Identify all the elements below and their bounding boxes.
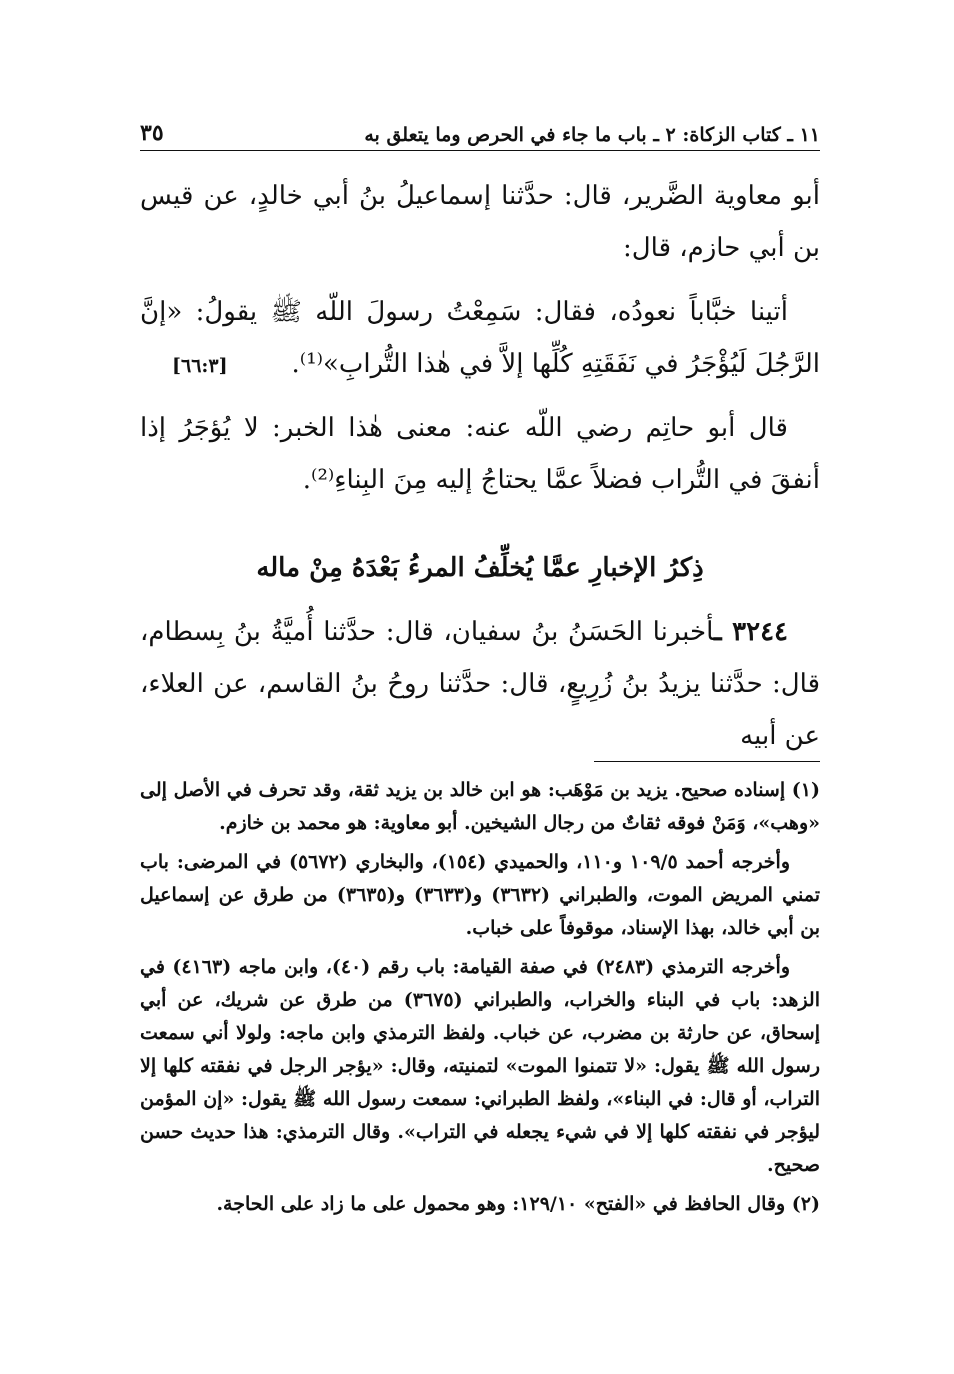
section-heading: ذِكرُ الإخبارِ عمَّا يُخلِّفُ المرءُ بَعْدَهُ مِنْ ماله	[256, 553, 704, 583]
page-number: ٣٥	[140, 120, 164, 146]
running-title: ١١ ـ كتاب الزكاة: ٢ ـ باب ما جاء في الحرص وما يتعلق به	[364, 124, 820, 146]
footnote-1-part-a: (١) إسناده صحيح. يزيد بن مَوْهَب: هو ابن خالد بن يزيد ثقة، وقد تحرف في الأصل إلى «وهب»، وَمَنْ فوقه ثقاتٌ من رجال الشيخين. أبو معاوية: هو محمد بن خازم.	[140, 779, 820, 834]
hadith-isnad-text: أخبرنا الحَسَنُ بنُ سفيان، قال: حدَّثنا أُميَّةُ بنُ بِسطام، قال: حدَّثنا يزيدُ بنُ زُرِيعٍ، قال: حدَّثنا روحُ بنُ القاسم، عن العلاء، عن أبيه	[140, 617, 820, 751]
footnote-1-part-b: وأخرجه أحمد ١٠٩/٥ و١١٠، والحميدي (١٥٤)، والبخاري (٥٦٧٢) في المرضى: باب تمني المريض الموت، والطبراني (٣٦٣٢) و(٣٦٣٣) و(٣٦٣٥) من طرق عن إسماعيل بن أبي خالد، بهذا الإسناد، موقوفاً على خباب.	[140, 851, 820, 939]
hadith-reference: [٦٦:٣]	[172, 355, 228, 377]
footnote-2: (٢) وقال الحافظ في «الفتح» ١٢٩/١٠: وهو محمول على ما زاد على الحاجة.	[216, 1193, 820, 1215]
footnotes	[140, 774, 820, 1227]
hadith-matn-text: أتينا خبَّاباً نعودُه، فقال: سَمِعْتُ رسولَ اللّه ﷺ يقولُ: «إنَّ الرَّجُلَ لَيُؤْجَرُ في نَفَقَتِهِ كُلِّها إلاَّ في هٰذا التُّرابِ»⁽¹⁾.	[140, 297, 820, 379]
footnote-1-part-c: وأخرجه الترمذي (٢٤٨٣) في صفة القيامة: باب رقم (٤٠)، وابن ماجه (٤١٦٣) في الزهد: باب في البناء والخراب، والطبراني (٣٦٧٥) من طرق عن شريك، عن أبي إسحاق، عن حارثة بن مضرب، عن خباب. ولفظ الترمذي وابن ماجه: ولولا أني سمعت رسول الله ﷺ يقول: «لا تتمنوا الموت» لتمنيته، وقال: «يؤجر الرجل في نفقته كلها إلا التراب، أو قال: في البناء»، ولفظ الطبراني: سمعت رسول الله ﷺ يقول: «إن المؤمن ليؤجر في نفقته كلها إلا في شيء يجعله في التراب». وقال الترمذي: هذا حديث حسن صحيح.	[140, 956, 820, 1176]
header-rule	[140, 150, 820, 151]
paragraph-hadith-matn	[140, 286, 820, 390]
paragraph-isnad-continuation: أبو معاوية الضَّرير، قال: حدَّثنا إسماعيلُ بنُ أبي خالدٍ، عن قيس بن أبي حازم، قال:	[140, 181, 820, 263]
footnote-separator	[594, 761, 820, 762]
paragraph-hadith-3244	[140, 606, 820, 762]
main-text	[140, 170, 820, 762]
hadith-number: ٣٢٤٤ ـ	[714, 617, 789, 647]
paragraph-commentary: قال أبو حاتِم رضي اللّه عنه: معنى هٰذا الخبر: لا يُؤجَرُ إذا أنفقَ في التُّراب فضلاً عمَّا يحتاجُ إليه مِنَ البِناءِ⁽²⁾.	[140, 413, 820, 495]
page-header	[140, 112, 820, 146]
book-page	[140, 0, 820, 1374]
